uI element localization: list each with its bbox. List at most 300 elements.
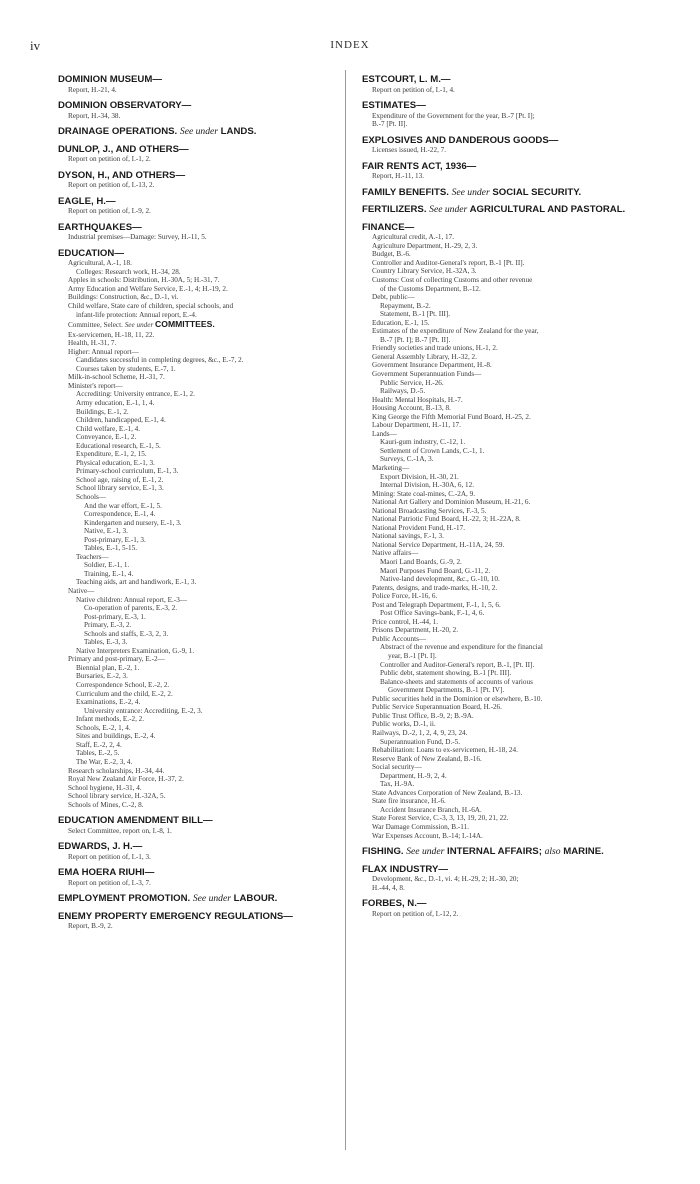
line-text: Conveyance, E.-1, 2. (76, 433, 137, 442)
entry-line (58, 112, 336, 121)
entry-line (362, 430, 654, 439)
line-text: Public Trust Office, B.-9, 2; B.-9A. (372, 711, 474, 720)
entry-line (362, 575, 654, 584)
line-text: Public works, D.-1, ii. (372, 720, 436, 729)
entry-line (58, 467, 336, 476)
entry-line (58, 664, 336, 673)
line-text: State Advances Corporation of New Zealand, B.-13. (372, 788, 523, 797)
entry-line (58, 672, 336, 681)
entry-line (58, 630, 336, 639)
entry-heading (58, 170, 336, 182)
entry-line (58, 311, 336, 320)
index-entry (58, 911, 336, 931)
entry-line (362, 806, 654, 815)
entry-line (362, 421, 654, 430)
line-text: Bursaries, E.-2, 3. (76, 672, 128, 681)
entry-line (362, 746, 654, 755)
cross-ref-target: SOCIAL SECURITY. (492, 186, 582, 198)
entry-line (362, 319, 654, 328)
line-text: Marketing— (372, 464, 410, 472)
entry-line (362, 498, 654, 507)
line-text: Candidates successful in completing degrees, &c., E.-7, 2. (76, 356, 244, 365)
entry-line (58, 587, 336, 596)
cross-ref-target: INTERNAL AFFAIRS; (447, 846, 542, 858)
entry-line (362, 120, 654, 129)
line-text: National Provident Fund, H.-17. (372, 523, 466, 532)
line-text: And the war effort, E.-1, 5. (84, 501, 162, 510)
line-text: Report on petition of, I.-9, 2. (68, 207, 151, 216)
entry-line (58, 276, 336, 285)
entry-line (362, 763, 654, 772)
line-text: Department, H.-9, 2, 4. (380, 771, 447, 780)
line-text: Agricultural, A.-1, 18. (68, 259, 132, 268)
entry-line (362, 86, 654, 95)
entry-line (58, 536, 336, 545)
line-text: Staff, E.-2, 2, 4. (76, 740, 122, 749)
entry-line (58, 416, 336, 425)
line-text: Social security— (372, 763, 422, 772)
entry-line (362, 652, 654, 661)
index-entry (362, 222, 654, 840)
entry-line (58, 621, 336, 630)
line-text: Schools and staffs, E.-3, 2, 3. (84, 629, 169, 638)
line-text: Infant methods, E.-2, 2. (76, 715, 145, 724)
also-text: also (544, 846, 561, 858)
line-text: Schools of Mines, C.-2, 8. (68, 800, 144, 809)
index-entry (362, 74, 654, 94)
heading-text: FLAX INDUSTRY— (362, 863, 448, 875)
entry-line (58, 638, 336, 647)
line-text: State fire insurance, H.-6. (372, 797, 446, 806)
entry-line (362, 814, 654, 823)
line-text: Buildings, E.-1, 2. (76, 407, 129, 416)
line-text: Reserve Bank of New Zealand, B.-16. (372, 754, 482, 763)
entry-heading (58, 144, 336, 156)
entry-line (58, 767, 336, 776)
line-text: Post-primary, E.-3, 1. (84, 612, 146, 621)
line-text: Report, B.-9, 2. (68, 922, 113, 931)
line-text: Kauri-gum industry, C.-12, 1. (380, 438, 466, 447)
entry-line (362, 884, 654, 893)
entry-line (362, 370, 654, 379)
entry-line (362, 549, 654, 558)
line-text: Report, H.-11, 13. (372, 172, 425, 181)
heading-text: ENEMY PROPERTY EMERGENCY REGULATIONS— (58, 910, 293, 922)
line-text: Schools, E.-2, 1, 4. (76, 723, 131, 732)
entry-line (362, 567, 654, 576)
entry-line (58, 181, 336, 190)
entry-heading (58, 126, 336, 138)
line-text: Ex-servicemen, H.-18, 11, 22. (68, 330, 155, 339)
line-text: Public Accounts— (372, 634, 427, 643)
entry-line (362, 635, 654, 644)
line-text: Native Interpreters Examination, G.-9, 1. (76, 646, 195, 655)
line-text: Expenditure of the Government for the year, B.-7 [Pt. I]; (372, 111, 535, 120)
entry-line (58, 433, 336, 442)
line-text: Estimates of the expenditure of New Zealand for the year, (372, 327, 539, 336)
line-text: Accident Insurance Branch, H.-6A. (380, 805, 482, 814)
line-text: Report on petition of, I.-13, 2. (68, 181, 155, 190)
line-text: Government Insurance Department, H.-8. (372, 361, 492, 370)
entry-line (58, 655, 336, 664)
index-entry (58, 222, 336, 242)
column-divider (345, 70, 346, 1150)
line-text: Agriculture Department, H.-29, 2, 3. (372, 241, 478, 250)
line-text: Tables, E.-1, 5-15. (84, 544, 137, 553)
see-under-text: See under (124, 321, 154, 330)
line-text: Examinations, E.-2, 4. (76, 698, 141, 707)
entry-line (58, 459, 336, 468)
entry-line (362, 661, 654, 670)
entry-line (58, 553, 336, 562)
entry-line (362, 618, 654, 627)
cross-ref-target: COMMITTEES. (155, 319, 215, 330)
heading-text: DOMINION OBSERVATORY— (58, 100, 192, 112)
entry-line (362, 250, 654, 259)
entry-line (58, 570, 336, 579)
index-entry (58, 196, 336, 216)
line-text: Native-land development, &c., G.-10, 10. (380, 575, 500, 584)
line-text: Tax, H.-9A. (380, 780, 415, 789)
entry-line (58, 339, 336, 348)
heading-text: EARTHQUAKES— (58, 221, 142, 233)
entry-line (362, 875, 654, 884)
line-text: B.-7 [Pt. II]. (372, 120, 408, 129)
entry-line (58, 233, 336, 242)
entry-line (58, 784, 336, 793)
entry-line (362, 490, 654, 499)
entry-line (362, 738, 654, 747)
entry-heading (362, 898, 654, 910)
line-text: Export Division, H.-30, 21. (380, 472, 459, 481)
line-text: Minister's report— (68, 381, 123, 390)
index-entry (58, 841, 336, 861)
entry-line (58, 319, 336, 331)
entry-line (58, 293, 336, 302)
left-column (58, 74, 336, 937)
entry-heading (58, 100, 336, 112)
line-text: National Patriotic Fund Board, H.-22, 3; H.-22A, 8. (372, 515, 521, 524)
line-text: Child welfare, State care of children, special schools, and (68, 302, 234, 311)
heading-text: ESTCOURT, L. M.— (362, 74, 451, 85)
entry-line (362, 387, 654, 396)
entry-line (362, 361, 654, 370)
line-text: Sites and buildings, E.-2, 4. (76, 732, 156, 741)
entry-line (362, 242, 654, 251)
entry-line (362, 643, 654, 652)
line-text: Public debt, statement showing, B.-1 [Pt. III]. (380, 669, 512, 678)
line-text: B.-7 [Pt. I]; B.-7 [Pt. II]. (380, 335, 451, 344)
line-text: Correspondence, E.-1, 4. (84, 510, 156, 519)
entry-line (58, 690, 336, 699)
heading-text: DUNLOP, J., AND OTHERS— (58, 143, 189, 155)
line-text: Children, handicapped, E.-1, 4. (76, 416, 166, 425)
entry-line (58, 801, 336, 810)
index-entry (58, 74, 336, 94)
entry-line (58, 758, 336, 767)
line-text: Primary and post-primary, E.-2— (68, 655, 165, 664)
entry-line (58, 382, 336, 391)
entry-line (58, 519, 336, 528)
entry-line (362, 327, 654, 336)
entry-line (58, 544, 336, 553)
line-text: Housing Account, B.-13, 8. (372, 404, 451, 413)
line-text: Public Service Superannuation Board, H.-26. (372, 703, 502, 712)
line-text: Report on petition of, I.-12, 2. (372, 909, 459, 918)
line-text: Biennial plan, E.-2, 1. (76, 663, 140, 672)
entry-line (58, 922, 336, 931)
line-text: School age, raising of, E.-1, 2. (76, 475, 164, 484)
entry-line (58, 408, 336, 417)
line-text: Country Library Service, H.-32A, 3. (372, 267, 477, 276)
entry-line (58, 348, 336, 357)
index-entry (362, 161, 654, 181)
entry-line (362, 789, 654, 798)
entry-line (58, 268, 336, 277)
line-text: School hygiene, H.-31, 4. (68, 783, 142, 792)
line-text: War Damage Commission, B.-11. (372, 822, 469, 831)
line-text: Post and Telegraph Department, F.-1, 1, 5, 6. (372, 600, 501, 609)
line-text: Report on petition of, I.-1, 3. (68, 852, 151, 861)
line-text: year, B.-1 [Pt. I]. (388, 652, 437, 661)
entry-line (58, 853, 336, 862)
cross-ref-target: LANDS. (220, 126, 257, 138)
entry-line (58, 707, 336, 716)
entry-line (58, 724, 336, 733)
line-text: Public securities held in the Dominion or elsewhere, B.-10. (372, 694, 543, 703)
entry-line (362, 353, 654, 362)
see-under-text: See under (451, 186, 490, 198)
index-entry (58, 815, 336, 835)
line-text: Agricultural credit, A.-1, 17. (372, 233, 455, 242)
entry-line (362, 336, 654, 345)
line-text: Patents, designs, and trade-marks, H.-10, 2. (372, 583, 498, 592)
entry-line (58, 792, 336, 801)
line-text: Controller and Auditor-General's report, B.-1, [Pt. II]. (380, 660, 535, 669)
entry-line (58, 561, 336, 570)
entry-line (362, 455, 654, 464)
line-text: Expenditure, E.-1, 2, 15. (76, 450, 147, 459)
line-text: Education, E.-1, 15. (372, 318, 430, 327)
line-text: Native children: Annual report, E.-3— (76, 595, 187, 604)
entry-line (362, 515, 654, 524)
line-text: Kindergarten and nursery, E.-1, 3. (84, 518, 182, 527)
index-entry (58, 867, 336, 887)
index-entry (58, 144, 336, 164)
line-text: Colleges: Research work, H.-34, 28. (76, 267, 181, 276)
entry-line (362, 703, 654, 712)
see-under-text: See under (192, 893, 231, 905)
line-text: Teachers— (76, 552, 109, 561)
line-text: Native— (68, 587, 95, 596)
entry-line (362, 797, 654, 806)
entry-line (362, 464, 654, 473)
entry-line (362, 601, 654, 610)
entry-line (58, 741, 336, 750)
entry-line (362, 507, 654, 516)
line-text: Educational research, E.-1, 5. (76, 441, 161, 450)
entry-line (362, 772, 654, 781)
line-text: Curriculum and the child, E.-2, 2. (76, 689, 173, 698)
entry-line (362, 344, 654, 353)
entry-line (58, 613, 336, 622)
line-text: Physical education, E.-1, 3. (76, 458, 155, 467)
entry-line (362, 293, 654, 302)
line-text: Co-operation of parents, E.-3, 2. (84, 604, 178, 613)
line-text: Lands— (372, 429, 397, 438)
line-text: Teaching aids, art and handiwork, E.-1, 3. (76, 578, 197, 587)
line-text: Report on petition of, I.-1, 4. (372, 85, 455, 94)
line-text: Statement, B.-1 [Pt. III]. (380, 310, 451, 319)
line-text: Price control, H.-44, 1. (372, 617, 439, 626)
entry-heading (362, 135, 654, 147)
entry-heading (362, 222, 654, 234)
line-text: Repayment, B.-2. (380, 301, 431, 310)
line-text: Apples in schools: Distribution, H.-30A, 5; H.-31, 7. (68, 276, 220, 285)
line-text: Milk-in-school Scheme, H.-31, 7. (68, 373, 165, 382)
line-text: Accrediting: University entrance, E.-1, 2. (76, 390, 195, 399)
line-text: National Art Gallery and Dominion Museum, H.-21, 6. (372, 498, 531, 507)
entry-line (362, 910, 654, 919)
line-text: Primary-school curriculum, E.-1, 3. (76, 467, 179, 476)
line-text: Debt, public— (372, 293, 415, 302)
entry-line (58, 715, 336, 724)
entry-line (58, 493, 336, 502)
line-text: The War, E.-2, 3, 4. (76, 757, 133, 766)
line-text: Report, H.-34, 38. (68, 111, 121, 120)
line-text: Internal Division, H.-30A, 6, 12. (380, 481, 475, 490)
index-entry (58, 248, 336, 809)
entry-line (362, 541, 654, 550)
entry-line (58, 373, 336, 382)
entry-line (362, 302, 654, 311)
line-text: Committee, Select. (68, 321, 123, 330)
line-text: Royal New Zealand Air Force, H.-37, 2. (68, 775, 184, 784)
entry-line (58, 681, 336, 690)
entry-line (362, 481, 654, 490)
line-text: Army education, E.-1, 1, 4. (76, 398, 155, 407)
entry-line (58, 647, 336, 656)
entry-line (362, 626, 654, 635)
line-text: Police Force, H.-16, 6. (372, 592, 438, 601)
line-text: Public Service, H.-26. (380, 378, 444, 387)
line-text: Health: Mental Hospitals, H.-7. (372, 395, 463, 404)
entry-line (58, 365, 336, 374)
line-text: Balance-sheets and statements of accounts of various (380, 677, 533, 686)
entry-heading (58, 196, 336, 208)
entry-heading (362, 864, 654, 876)
page-title: INDEX (330, 39, 370, 51)
line-text: Friendly societies and trade unions, H.-1, 2. (372, 344, 498, 353)
entry-line (58, 390, 336, 399)
right-column (362, 74, 654, 924)
line-text: State Forest Service, C.-3, 3, 13, 19, 20, 21, 22. (372, 814, 509, 823)
heading-text: EXPLOSIVES AND DANDEROUS GOODS— (362, 134, 559, 146)
index-entry (362, 135, 654, 155)
line-text: Superannuation Fund, D.-5. (380, 737, 461, 746)
index-entry (58, 100, 336, 120)
entry-line (58, 331, 336, 340)
entry-heading (58, 893, 336, 905)
entry-line (362, 686, 654, 695)
entry-line (58, 879, 336, 888)
index-entry (362, 898, 654, 918)
heading-text: FINANCE— (362, 221, 415, 233)
entry-heading (362, 204, 654, 216)
line-text: Report on petition of, I.-1, 2. (68, 155, 151, 164)
entry-line (362, 146, 654, 155)
line-text: Prisons Department, H.-20, 2. (372, 626, 459, 635)
entry-heading (362, 100, 654, 112)
entry-line (362, 524, 654, 533)
entry-line (58, 732, 336, 741)
entry-line (362, 413, 654, 422)
line-text: Maori Land Boards, G.-9, 2. (380, 558, 462, 567)
entry-line (362, 729, 654, 738)
see-under-text: See under (429, 204, 468, 216)
entry-line (58, 399, 336, 408)
entry-line (362, 712, 654, 721)
line-text: Government Superannuation Funds— (372, 369, 482, 378)
entry-heading (58, 248, 336, 260)
line-text: Controller and Auditor-General's report, B.-1 [Pt. II]. (372, 258, 525, 267)
line-text: Native, E.-1, 3. (84, 527, 128, 536)
line-text: Licenses issued, H.-22, 7. (372, 146, 447, 155)
line-text: Tables, E.-2, 5. (76, 749, 120, 758)
line-text: Health, H.-31, 7. (68, 339, 117, 348)
heading-text: EDWARDS, J. H.— (58, 841, 143, 853)
entry-line (362, 404, 654, 413)
entry-line (58, 510, 336, 519)
entry-line (58, 356, 336, 365)
cross-ref-target: MARINE. (563, 846, 604, 858)
entry-heading (362, 846, 654, 858)
entry-line (58, 527, 336, 536)
line-text: infant-life protection: Annual report, E.-4. (76, 310, 197, 319)
entry-line (362, 832, 654, 841)
line-text: Select Committee, report on, I.-8, 1. (68, 826, 172, 835)
line-text: Primary, E.-3, 2. (84, 621, 132, 630)
line-text: King George the Fifth Memorial Fund Board, H.-25, 2. (372, 412, 531, 421)
index-entry (362, 100, 654, 129)
line-text: Native affairs— (372, 549, 419, 558)
line-text: Report on petition of, I.-3, 7. (68, 878, 151, 887)
line-text: War Expenses Account, B.-14; I.-14A. (372, 831, 483, 840)
entry-line (58, 259, 336, 268)
line-text: of the Customs Department, B.-12. (380, 284, 481, 293)
line-text: Industrial premises—Damage: Survey, H.-11, 5. (68, 233, 207, 242)
entry-line (362, 172, 654, 181)
entry-line (362, 592, 654, 601)
cross-ref-target: LABOUR. (233, 893, 278, 905)
entry-line (362, 584, 654, 593)
heading-text: FAIR RENTS ACT, 1936— (362, 160, 477, 172)
index-entry (58, 126, 336, 138)
entry-line (58, 476, 336, 485)
line-text: Railways, D.-2, 1, 2, 4, 9, 23, 24. (372, 728, 468, 737)
heading-text: EDUCATION AMENDMENT BILL— (58, 815, 213, 827)
line-text: Budget, B.-6. (372, 250, 411, 259)
line-text: Schools— (76, 493, 106, 501)
entry-line (58, 578, 336, 587)
entry-line (362, 669, 654, 678)
entry-heading (58, 911, 336, 923)
entry-line (362, 379, 654, 388)
entry-line (58, 155, 336, 164)
heading-text: EMA HOERA RIUHI— (58, 867, 155, 879)
entry-line (362, 532, 654, 541)
index-entry (362, 864, 654, 893)
